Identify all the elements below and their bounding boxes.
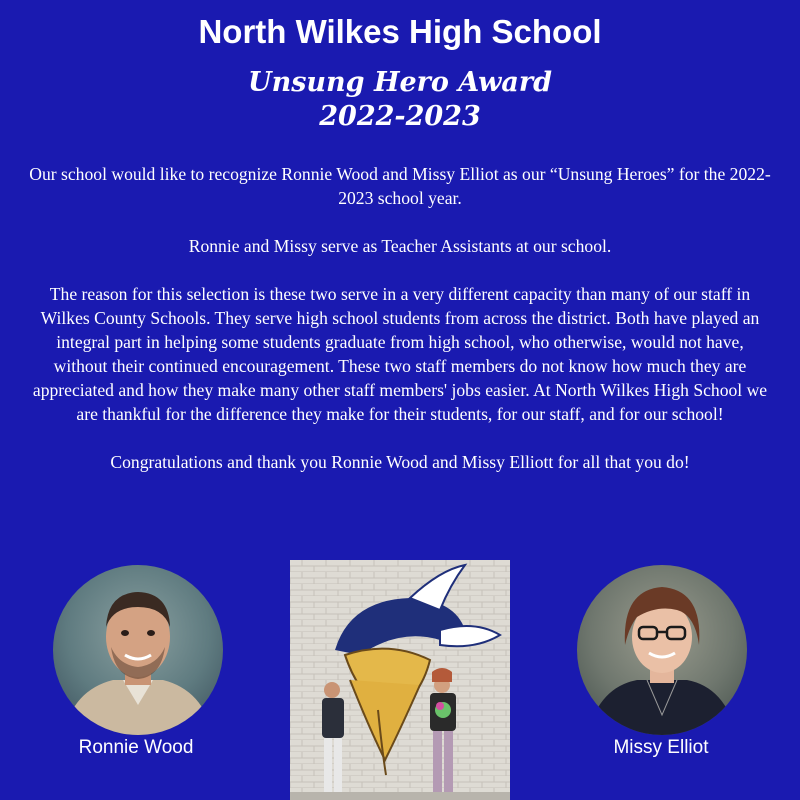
- missy-elliot-portrait: [577, 565, 747, 735]
- missy-elliot-name: Missy Elliot: [613, 737, 709, 758]
- ronnie-wood-portrait: [53, 565, 223, 735]
- ronnie-wood-name: Ronnie Wood: [78, 737, 194, 758]
- role-paragraph: Ronnie and Missy serve as Teacher Assistants at our school.: [188, 236, 612, 256]
- award-year: 2022-2023: [319, 101, 481, 132]
- reason-paragraph: The reason for this selection is these two serve in a very different capacity than many of our staff in Wilkes County Schools. They serve high school students from across the district. Both have played an integral part in helping some students graduate from high school, who otherwise, would not have, without their continued encouragement. These two staff members do not know how much they are appreciated and how they make many other staff members' jobs easier. At North Wilkes High School we are thankful for the difference they make for their students, for our staff, and for our school!: [32, 284, 768, 424]
- honorees-group-photo: [290, 560, 510, 800]
- award-name: Unsung Hero Award: [248, 67, 552, 98]
- award-heading: [0, 66, 800, 134]
- thanks-paragraph: Congratulations and thank you Ronnie Wood and Missy Elliott for all that you do!: [110, 452, 690, 472]
- school-title: North Wilkes High School: [198, 13, 602, 50]
- recognition-paragraph: Our school would like to recognize Ronnie Wood and Missy Elliot as our “Unsung Heroes” for the 2022-2023 school year.: [29, 164, 771, 208]
- award-description: [28, 162, 772, 498]
